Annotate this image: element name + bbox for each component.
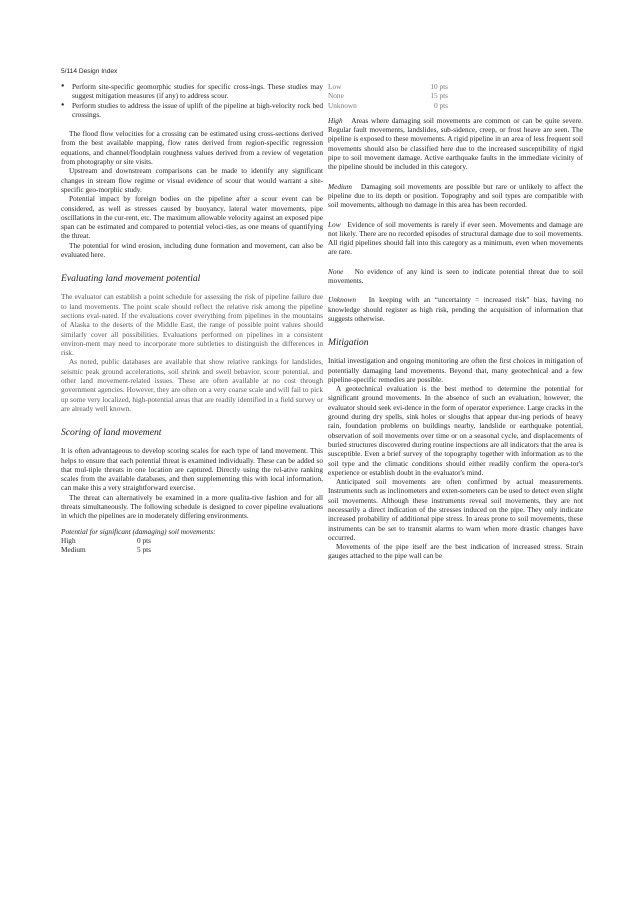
definition-medium: [328, 182, 583, 210]
definition-text: Damaging soil movements are possible but rare or unlikely to affect the pipeline due to its depth or position. Topography and soil types are compatible with soil movements, although no damage in this area has been recorded.: [328, 181, 583, 210]
paragraph: Potential impact by foreign bodies on the pipeline after a scour event can be considered, as well as stresses caused by buoyancy, lateral water movements, pipe oscillations in the cur-rent, etc. The maximum allowable velocity against an exposed pipe span can be estimated and compared to potential veloci-ties, as one means of quantifying the threat.: [61, 194, 323, 241]
page-header: 5/114 Design Index: [61, 68, 118, 75]
definition-text: No evidence of any kind is seen to indicate potential threat due to soil movements.: [328, 266, 583, 286]
paragraph: A geotechnical evaluation is the best method to determine the potential for significant ground movements. In the absence of such an evaluation, however, the evaluator should seek evi-dence in the form of operator experience. Large cracks in the ground during dry spells, sink holes or sloughs that appear dur-ing periods of heavy rain, foundation problems on buildings nearby, landslide or earthquake potential, observation of soil movements over time or on a seasonal cycle, and displacements of buried structures discovered during routine inspections are all indicators that the area is susceptible. Even a brief survey of the topography together with information as to the soil type and the climatic conditions should either readily confirm the opera-tor's experience or establish doubt in the evaluator's mind.: [328, 384, 583, 477]
score-label: Medium: [61, 545, 86, 555]
section-heading: Evaluating land movement potential: [61, 273, 201, 285]
paragraph: Upstream and downstream comparisons can be made to identify any significant changes in stream flow regime or visual evidence of scour that would warrant a site-specific geo-morphic study.: [61, 166, 323, 194]
definition-high: [328, 116, 583, 172]
score-row: [61, 545, 181, 554]
score-value: 0 pts: [434, 100, 448, 110]
bullet-list: [61, 82, 323, 119]
score-label: High: [61, 535, 76, 545]
definition-text: Areas where damaging soil movements are common or can be quite severe. Regular fault movements, landslides, sub-sidence, creep, or frost heave are seen. The pipeline is exposed to these movements. A rigid pipeline in an area of less frequent soil movements should also be classified here due to the increased susceptibility of rigid pipe to soil movement damage. Active earthquake faults in the immediate vicinity of the pipeline should be included in this category.: [328, 115, 583, 172]
score-row: [328, 82, 448, 91]
term: High: [328, 115, 343, 125]
score-row: [328, 101, 448, 110]
bullet-item: ● Perform site-specific geomorphic studies for specific cross-ings. These studies may suggest mitigation measures (if any) to address scour.: [61, 82, 323, 101]
score-row: [328, 91, 448, 100]
paragraph: Initial investigation and ongoing monitoring are often the first choices in mitigation of potentially damaging land movements. Beyond that, many geotechnical and a few pipeline-specific remedies are possible.: [328, 356, 583, 384]
paragraph: As noted, public databases are available that show relative rankings for landslides, seismic peak ground accelerations, soil shrink and swell behavior, scour potential, and other land movement-related issues. These are often available at no cost through government agencies. However, they are often on a very coarse scale and will fail to pick up some very localized, high-potential areas that are readily identified in a field survey or are already well known.: [61, 357, 323, 413]
paragraph: The potential for wind erosion, including dune formation and movement, can also be evaluated here.: [61, 240, 323, 260]
paragraph: The flood flow velocities for a crossing can be estimated using cross-sections derived from the best available mapping, flow rates derived from region-specific regression equations, and channel/floodplain roughness values derived from a review of vegetation from photography or site visits.: [61, 129, 323, 167]
definition-low: [328, 220, 583, 257]
paragraph: The threat can alternatively be examined in a more qualita-tive fashion and for all threats simultaneously. The following schedule is designed to cover pipeline evaluations in which the pipelines are in moderately differing environments.: [61, 492, 323, 521]
paragraph: It is often advantageous to develop scoring scales for each type of land movement. This helps to ensure that each potential threat is examined individually. These can be added so that mul-tiple threats in one location are captured. Directly using the rel-ative ranking scales from the available databases, and then supplementing this with local information, can make this a very straightforward exercise.: [61, 446, 323, 493]
score-value: 5 pts: [137, 545, 151, 555]
term: Low: [328, 219, 341, 229]
score-row: [61, 536, 181, 545]
section-heading: Scoring of land movement: [61, 427, 162, 439]
term: Medium: [328, 181, 352, 191]
score-label: Low: [328, 82, 342, 91]
term: None: [328, 266, 344, 276]
paragraph: Movements of the pipe itself are the best indication of increased stress. Strain gauges attached to the pipe wall can be: [328, 542, 583, 561]
definition-none: [328, 267, 583, 286]
right-column: [328, 82, 583, 561]
score-caption: Potential for significant (damaging) soil movements:: [61, 526, 216, 536]
paragraph: The evaluator can establish a point schedule for assessing the risk of pipeline failure due to land movements. The point scale should reflect the relative risk among the pipeline sections eval-uated. If the evaluations cover everything from pipelines in the mountains of Alaska to the deserts of the Middle East, the range of possible point values should similarly cover all possibilities. Evaluations performed on pipelines in a consistent environ-ment may need to incorporate more subtleties to distinguish the differences in risk.: [61, 292, 323, 358]
score-value: 0 pts: [137, 535, 151, 545]
score-label: None: [328, 91, 344, 101]
left-column: [61, 82, 323, 554]
term: Unknown: [328, 295, 356, 305]
definition-unknown: [328, 295, 583, 323]
definition-text: In keeping with an “uncertainty = increased risk” bias, having no knowledge should register as high risk, pending the acquisition of information that suggests otherwise.: [328, 295, 583, 323]
definition-text: Evidence of soil movements is rarely if ever seen. Movements and damage are not likely. There are no recorded episodes of structural damage due to soil movements. All rigid pipelines should fall into this category as a minimum, even when movements are rare.: [328, 219, 583, 257]
score-value: 15 pts: [430, 91, 448, 101]
score-label: Unknown: [328, 100, 357, 110]
score-value: 10 pts: [430, 82, 448, 91]
bullet-item: ● Perform studies to address the issue of uplift of the pipeline at high-velocity rock bed crossings.: [61, 101, 323, 120]
paragraph: Anticipated soil movements are often confirmed by actual measurements. Instruments such as inclinometers and exten-someters can be used to detect even slight soil movements. Although these instruments reveal soil movements, they are not necessarily a direct indication of the stresses induced on the pipe. They only indicate increased probability of additional pipe stress. In areas prone to soil movements, these instruments can be set to transmit alarms to warn when more drastic changes have occurred.: [328, 477, 583, 542]
section-heading: Mitigation: [328, 337, 369, 349]
